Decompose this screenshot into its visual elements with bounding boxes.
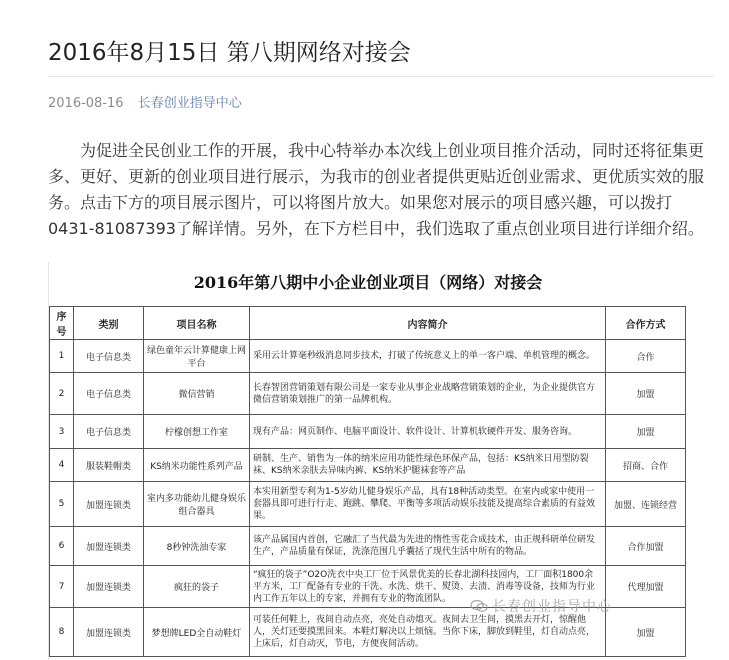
table-row — [50, 527, 686, 566]
table-header-row — [50, 307, 686, 340]
row-mode: 合作 — [606, 340, 686, 373]
row-name: 柠檬创想工作室 — [144, 415, 250, 449]
row-intro: 该产品属国内首创，它融汇了当代最为先进的惰性雪花合成技术，由正规科研单位研发生产，产品质量有保证，洗涤范围几乎囊括了现代生活中所有的物品。 — [250, 527, 606, 566]
row-number: 1 — [50, 340, 74, 373]
row-name: 疯狂的袋子 — [144, 566, 250, 608]
row-intro: 可装任何鞋上，夜间自动点亮，亮处自动熄灭。夜间去卫生间，摸黑去开灯，惊醒他人，关灯还要摸黑回来。本鞋灯解决以上烦恼。当你下床，脚放到鞋里，灯自动点亮，上床后，灯自动灭，节电，方便夜间活动。 — [250, 608, 606, 657]
row-intro: 本实用新型专利为1-5岁幼儿健身娱乐产品，具有18种活动类型。在室内或家中使用一套器具即可进行行走、跑跳、攀爬、平衡等多项活动娱乐技能及提高综合素质的有益效果。 — [250, 482, 606, 527]
row-number: 2 — [50, 373, 74, 415]
header-category: 类别 — [74, 307, 144, 340]
row-intro: 长春智团营销策划有限公司是一家专业从事企业战略营销策划的企业，为企业提供官方微信营销策划推广的第一品牌机构。 — [250, 373, 606, 415]
row-mode: 加盟、连锁经营 — [606, 482, 686, 527]
header-no: 序号 — [50, 307, 74, 340]
account-link[interactable]: 长春创业指导中心 — [137, 96, 242, 111]
article-meta — [48, 92, 242, 111]
table-row — [50, 449, 686, 482]
article-title: 2016年8月15日 第八期网络对接会 — [48, 40, 411, 66]
header-name: 项目名称 — [144, 307, 250, 340]
row-number: 6 — [50, 527, 74, 566]
row-intro: 采用云计算毫秒级消息同步技术，打破了传统意义上的单一客户端、单机管理的概念。 — [250, 340, 606, 373]
table-row — [50, 340, 686, 373]
table-row — [50, 373, 686, 415]
row-number: 4 — [50, 449, 74, 482]
row-mode: 加盟 — [606, 608, 686, 657]
row-mode: 加盟 — [606, 415, 686, 449]
article-paragraph: 为促进全民创业工作的开展，我中心特举办本次线上创业项目推介活动，同时还将征集更多、更好、更新的创业项目进行展示，为我市的创业者提供更贴近创业需求、更优质实效的服务。点击下方的项目展示图片，可以将图片放大。如果您对展示的项目感兴趣，可以拨打0431-81087393了解详情。另外，在下方栏目中，我们选取了重点创业项目进行详细介绍。 — [48, 141, 705, 238]
row-category: 电子信息类 — [74, 415, 144, 449]
row-category: 服装鞋帽类 — [74, 449, 144, 482]
row-mode: 合作加盟 — [606, 527, 686, 566]
row-category: 加盟连锁类 — [74, 608, 144, 657]
row-name: 梦想牌LED全自动鞋灯 — [144, 608, 250, 657]
row-category: 加盟连锁类 — [74, 566, 144, 608]
row-mode: 加盟 — [606, 373, 686, 415]
row-name: 室内多功能幼儿健身娱乐组合器具 — [144, 482, 250, 527]
header-mode: 合作方式 — [606, 307, 686, 340]
row-number: 8 — [50, 608, 74, 657]
table-row — [50, 482, 686, 527]
row-category: 电子信息类 — [74, 340, 144, 373]
table-row — [50, 415, 686, 449]
row-category: 加盟连锁类 — [74, 482, 144, 527]
row-name: 绿色童年云计算健康上网平台 — [144, 340, 250, 373]
watermark — [470, 596, 612, 616]
row-mode: 代理加盟 — [606, 566, 686, 608]
row-intro: 现有产品：网页制作、电脑平面设计、软件设计、计算机软硬件开发、服务咨询。 — [250, 415, 606, 449]
header-intro: 内容简介 — [250, 307, 606, 340]
watermark-text: 长春创业指导中心 — [492, 599, 612, 615]
row-name: 微信营销 — [144, 373, 250, 415]
publish-date: 2016-08-16 — [48, 96, 124, 111]
row-number: 3 — [50, 415, 74, 449]
row-intro: “疯狂的袋子”O2O洗衣中央工厂位于风景优美的长春北湖科技园内，工厂面积1800余平方米，工厂配备有专业的干洗、水洗、烘干、熨烫、去渍、消毒等设备，技师为行业内工作五年以上的专家，并拥有专业的物流团队。 — [250, 566, 606, 608]
row-name: KS纳米功能性系列产品 — [144, 449, 250, 482]
row-category: 电子信息类 — [74, 373, 144, 415]
document-title: 2016年第八期中小企业创业项目（网络）对接会 — [193, 273, 543, 292]
row-number: 5 — [50, 482, 74, 527]
row-category: 加盟连锁类 — [74, 527, 144, 566]
row-intro: 研制、生产、销售为一体的纳米应用功能性绿色环保产品，包括：KS纳米日用型防裂袜、KS纳米亲肤去异味内裤、KS纳米护腿袜套等产品 — [250, 449, 606, 482]
row-mode: 招商、合作 — [606, 449, 686, 482]
row-name: 8秒钟洗油专家 — [144, 527, 250, 566]
wechat-icon — [470, 599, 488, 613]
title-divider — [48, 76, 714, 77]
row-number: 7 — [50, 566, 74, 608]
